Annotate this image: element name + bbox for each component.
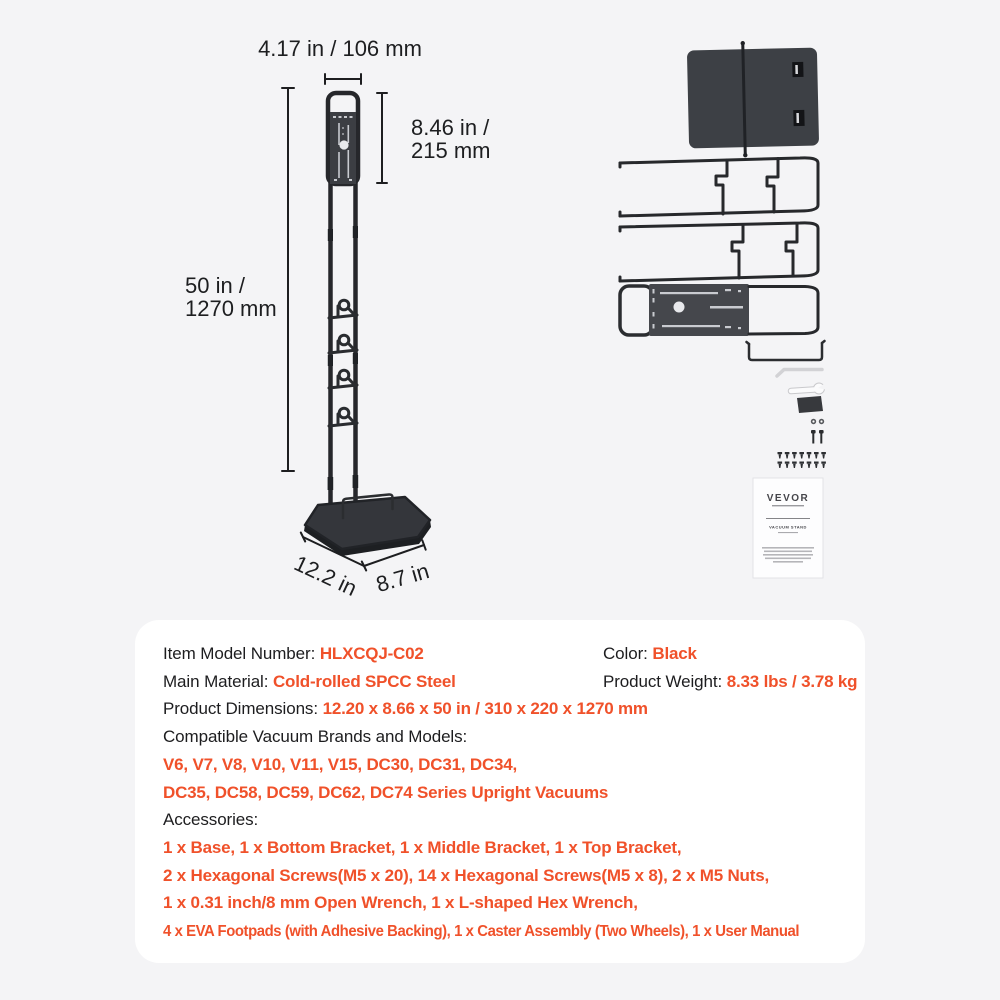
spec-row-model <box>163 644 847 664</box>
height-dimension-label-line1: 50 in / <box>185 273 245 298</box>
parts-overview <box>600 30 890 590</box>
height-dimension-label-line2: 1270 mm <box>185 296 277 321</box>
accessory-hook-3 <box>329 370 357 388</box>
weight-label: Product Weight: <box>603 671 727 691</box>
spec-row-models-1 <box>163 755 847 775</box>
dimensions-label: Product Dimensions: <box>163 699 323 719</box>
accessories-line4: 4 x EVA Footpads (with Adhesive Backing), 1 x Caster Assembly (Two Wheels), 1 x User Manual <box>163 923 800 940</box>
m5-nuts-part <box>811 419 824 424</box>
accessories-line1: 1 x Base, 1 x Bottom Bracket, 1 x Middle Bracket, 1 x Top Bracket, <box>163 837 682 857</box>
accessory-hook-1 <box>329 300 357 318</box>
top-bracket <box>328 93 358 184</box>
spec-row-accessories-1 <box>163 838 847 858</box>
accessories-line3: 1 x 0.31 inch/8 mm Open Wrench, 1 x L-shaped Hex Wrench, <box>163 893 638 913</box>
base-part <box>687 39 820 158</box>
middle-bracket-part <box>620 223 818 281</box>
accessory-hook-4 <box>329 408 357 426</box>
base-depth-label: 12.2 in <box>290 550 361 601</box>
caster-wire-part <box>747 341 825 360</box>
color-label: Color: <box>603 644 653 663</box>
bracket-height-label-line1: 8.46 in / <box>411 115 490 140</box>
small-screws-part <box>778 452 826 468</box>
material-value: Cold-rolled SPCC Steel <box>272 671 456 691</box>
bracket-height-dimension-line <box>377 93 387 183</box>
spec-row-accessories-2 <box>163 866 847 886</box>
model-label: Item Model Number: <box>163 644 320 663</box>
accessory-hook-2 <box>329 335 357 353</box>
spec-row-accessories-4 <box>163 921 847 941</box>
compatible-header: Compatible Vacuum Brands and Models: <box>163 727 468 747</box>
material-label: Main Material: <box>163 671 273 691</box>
compatible-models-line2: DC35, DC58, DC59, DC62, DC74 Series Upright Vacuums <box>163 782 609 802</box>
accessories-line2: 2 x Hexagonal Screws(M5 x 20), 14 x Hexagonal Screws(M5 x 8), 2 x M5 Nuts, <box>163 865 769 885</box>
user-manual-part <box>753 478 823 578</box>
bottom-bracket-part <box>620 158 818 216</box>
dimensions-value: 12.20 x 8.66 x 50 in / 310 x 220 x 1270 mm <box>322 699 648 719</box>
long-screws-part <box>811 430 824 444</box>
spec-row-material <box>163 671 858 692</box>
width-dimension-line <box>325 74 361 84</box>
top-bracket-part <box>620 284 818 336</box>
model-value: HLXCQJ-C02 <box>319 644 424 663</box>
spec-row-compatible-header <box>163 727 847 747</box>
spec-row-models-2 <box>163 783 847 803</box>
hex-wrench-part <box>777 370 822 377</box>
manual-brand: VEVOR <box>766 493 810 504</box>
height-dimension-line <box>282 88 294 471</box>
spec-row-accessories-3 <box>163 893 847 913</box>
stand-dimension-diagram <box>150 30 520 610</box>
spec-card <box>135 620 865 963</box>
color-value: Black <box>652 644 697 663</box>
eva-footpads-part <box>797 396 823 413</box>
open-wrench-part <box>791 382 828 395</box>
bracket-height-label-line2: 215 mm <box>411 138 491 163</box>
manual-title: VACUUM STAND <box>769 524 807 530</box>
weight-value: 8.33 lbs / 3.78 kg <box>726 671 858 691</box>
accessories-header: Accessories: <box>163 810 259 830</box>
spec-row-accessories-header <box>163 810 847 830</box>
width-dimension-label: 4.17 in / 106 mm <box>258 36 422 61</box>
spec-row-dimensions <box>163 699 847 719</box>
compatible-models-line1: V6, V7, V8, V10, V11, V15, DC30, DC31, DC34, <box>163 754 518 774</box>
base-width-label: 8.7 in <box>373 558 432 597</box>
